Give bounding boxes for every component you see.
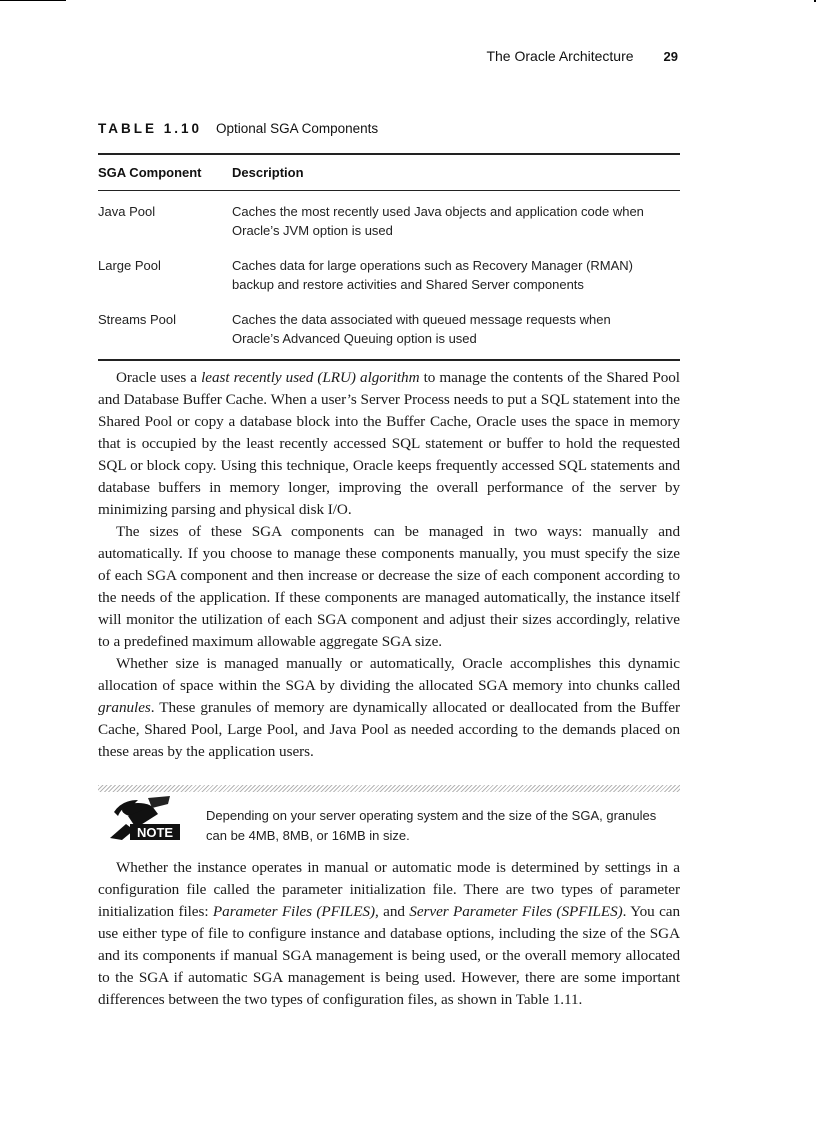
description-line: Caches the data associated with queued message requests when [232,312,611,327]
paragraph-sga-sizes: The sizes of these SGA components can be managed in two ways: manually and automatically. If you choose to manage these components manually, you must specify the size of each SGA component and then increase or decrease the size of each component according to the needs of the application. If these components are managed automatically, the instance itself will monitor the utilization of each SGA component and adjust their sizes accordingly, relative to a predefined maximum allowable aggregate SGA size. [98,523,680,650]
paragraph-granules [98,653,680,763]
table-row [98,257,680,294]
paragraph-parameter-files [98,857,680,1011]
table-title: Optional SGA Components [216,121,379,136]
italic-term: granules [98,699,151,716]
text-run: , and [374,903,410,920]
note-icon [108,794,186,844]
column-header-description: Description [232,165,304,180]
body-text [98,367,680,763]
text-run: to manage the contents of the Shared Pool and Database Buffer Cache. When a user’s Server Process needs to put a SQL statement into the Shared Pool or copy a database block into the Buffer Cache, Oracle uses the space in memory that is occupied by the least recently accessed SQL statement or buffer to hold the requested SQL or block copy. Using this technique, Oracle keeps frequently accessed SQL statements and database buffers in memory longer, improving the overall performance of the server by minimizing parsing and physical disk I/O. [98,369,680,518]
table-header-row [98,155,680,191]
italic-term: Parameter Files (PFILES) [212,903,375,920]
cell-component: Large Pool [98,258,161,273]
note-icon-label: NOTE [136,825,174,840]
italic-term: Server Parameter Files (SPFILES) [409,903,623,920]
text-run: Oracle uses a [116,369,202,386]
description-line: Oracle’s Advanced Queuing option is used [232,330,477,346]
crop-mark [0,0,66,1]
cell-component: Streams Pool [98,312,177,327]
running-head [486,48,678,64]
cell-description [232,257,680,294]
description-line: Oracle’s JVM option is used [232,222,393,238]
sga-components-table [98,153,680,361]
body-text-continued [98,857,680,1011]
description-line: Caches data for large operations such as Recovery Manager (RMAN) [232,258,634,273]
table-label: TABLE 1.10 [98,121,203,136]
table-caption [98,121,378,136]
text-run: . You can use either type of file to configure instance and database options, including the size of the SGA and its components if manual SGA management is being used, or the overall memory allocated to the SGA if automatic SGA management is being used. However, there are some important differences between the two types of configuration files, as shown in Table 1.11. [98,903,681,1008]
note-box [98,785,680,842]
cell-description [232,203,680,240]
cell-component: Java Pool [98,204,156,219]
column-header-component: SGA Component [98,165,202,180]
text-run: . These granules of memory are dynamically allocated or deallocated from the Buffer Cache, Shared Pool, Large Pool, and Java Pool as needed according to the demands placed on these areas by the application users. [98,699,680,760]
page-number: 29 [663,49,678,64]
note-text: Depending on your server operating system and the size of the SGA, granules can be 4MB, 8MB, or 16MB in size. [206,808,657,843]
description-line: Caches the most recently used Java objects and application code when [232,204,644,219]
text-run: Whether size is managed manually or automatically, Oracle accomplishes this dynamic allocation of space within the SGA by dividing the allocated SGA memory into chunks called [98,655,680,694]
table-row [98,203,680,240]
text-run: Whether the instance operates in manual or automatic mode is determined by settings in a configuration file called the parameter initialization file. There are two types of parameter initialization files: [98,859,680,920]
running-title: The Oracle Architecture [486,48,634,64]
description-line: backup and restore activities and Shared Server components [232,276,584,292]
paragraph-lru [98,367,680,521]
cell-description [232,311,680,348]
note-rule [98,785,680,792]
table-row [98,311,680,348]
italic-term: least recently used (LRU) algorithm [201,369,420,386]
